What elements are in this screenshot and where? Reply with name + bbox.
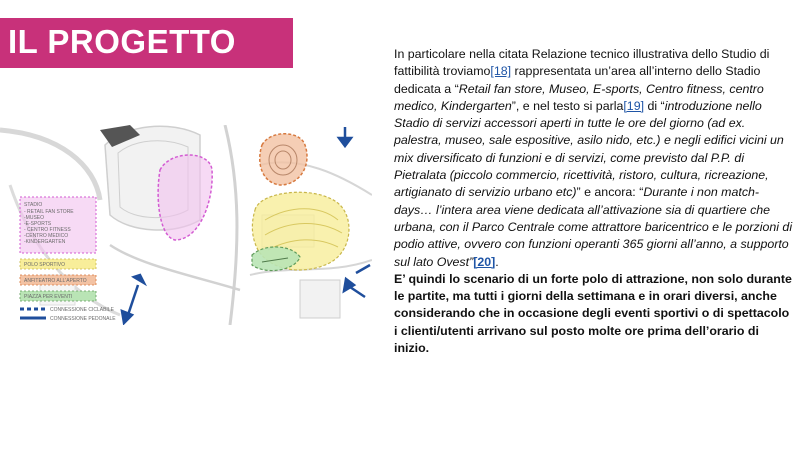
paragraph-2-line-2: le partite, ma tutti i giorni della settimana e in orari diversi, anche considerando che in occasione degli eventi sportivi o di spettacolo i clienti/utenti arrivano sul posto molte ore prima dell’orario di inizio. [394, 289, 790, 356]
legend-ciclabile: CONNESSIONE CICLABILE [50, 307, 114, 313]
paragraph-2-line-1: E’ quindi lo scenario di un forte polo di attrazione, non solo durante [394, 271, 792, 286]
legend-stadio-item: - CENTRO FITNESS [24, 227, 71, 233]
legend-stadio-item: -CENTRO MEDICO [24, 233, 69, 239]
paragraph-1: In particolare nella citata Relazione tecnico illustrativa dello Studio di fattibilità troviamo[18] rappresentata un’area all’interno dello Stadio dedicata a “Retail fan store, Museo, E-sports, Centro fitness, centro medico, Kindergarten”, e nel testo si parla[19] di “introduzione nello Stadio di servizi accessori aperti in tutte le ore del giorno (ad ex. palestra, museo, sale espositive, asilo nido, etc.) e negli edifici vicini un mix diversificato di funzioni e di servizi, come previsto dal P.P. di Pietralata (piccolo commercio, ricettività, ristoro, cultura, ricreazione, artigianato di servizio urbano etc)” e ancora: “Durante i non match-days… l’intera area viene dedicata all’attivazione sia di quartiere che urbana, con il Parco Centrale come attrattore baricentrico e le porzioni di podio attive, ovvero con funzioni operanti 365 giorni all’anno, a supporto sul lato Ovest”[20]. [394, 47, 793, 269]
legend-stadio-item: -E-SPORTS [24, 221, 52, 227]
legend-stadio: STADIO [24, 202, 43, 208]
body-text [394, 46, 794, 357]
footnote-link-19[interactable]: [19] [623, 98, 645, 113]
footnote-link-20[interactable]: [20] [473, 254, 496, 269]
legend-anfiteatro: ANFITEATRO ALL'APERTO [24, 278, 87, 284]
footnote-link-18[interactable]: [18] [490, 64, 512, 79]
legend-pedonale: CONNESSIONE PEDONALE [50, 316, 116, 322]
legend-piazza: PIAZZA PER EVENTI [24, 294, 73, 300]
title-bar [0, 18, 293, 68]
legend-stadio-item: - RETAIL FAN STORE [24, 209, 74, 215]
legend-stadio-item: -MUSEO [24, 215, 44, 221]
page-title: IL PROGETTO [8, 23, 236, 60]
site-plan-map [0, 125, 372, 325]
legend-polo: POLO SPORTIVO [24, 262, 66, 268]
legend-stadio-item: -KINDERGARTEN [24, 239, 66, 245]
